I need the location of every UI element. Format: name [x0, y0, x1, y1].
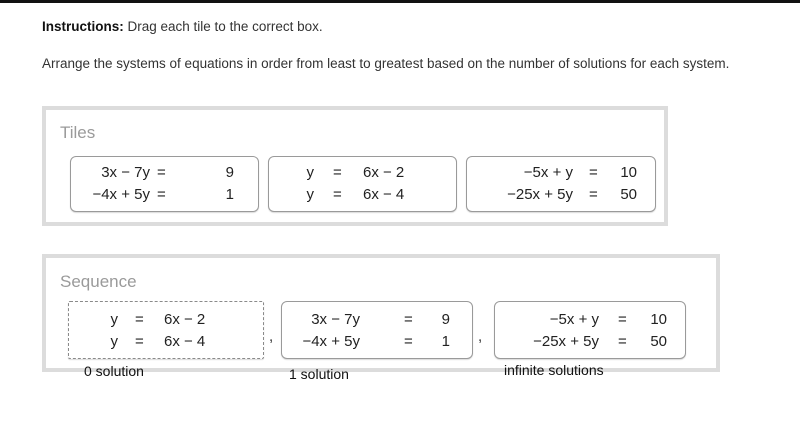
equals-sign: = [333, 164, 342, 181]
equation-lhs: y [110, 333, 118, 350]
equals-sign: = [333, 186, 342, 203]
equation-row [495, 333, 685, 355]
sequence-panel-title: Sequence [60, 272, 137, 291]
sequence-separator: , [269, 328, 274, 345]
equation-rhs: 9 [225, 164, 234, 181]
equation-rhs: 10 [620, 164, 637, 181]
tiles-panel [42, 106, 668, 226]
tile-system-2[interactable] [268, 156, 457, 212]
equals-sign: = [589, 164, 598, 181]
equation-row [282, 333, 472, 355]
tile-system-1[interactable] [70, 156, 259, 212]
equation-rhs: 6x − 4 [363, 186, 405, 203]
instructions-text: Drag each tile to the correct box. [123, 19, 323, 34]
annotation-infinite-solutions: infinite solutions [504, 362, 604, 378]
equation-lhs: −25x + 5y [507, 186, 573, 203]
tiles-panel-title: Tiles [60, 123, 96, 142]
tile-system-3[interactable] [466, 156, 656, 212]
equation-lhs: −5x + y [549, 311, 599, 328]
sequence-slot-1[interactable] [68, 301, 264, 359]
equation-lhs: −25x + 5y [533, 333, 599, 350]
annotation-0-solution: 0 solution [84, 363, 144, 379]
task-text: Arrange the systems of equations in order from least to greatest based on the number of solutions for each system. [42, 56, 730, 71]
equals-sign: = [135, 311, 144, 328]
equals-sign: = [618, 333, 627, 350]
top-border [0, 0, 800, 3]
equation-lhs: y [306, 164, 314, 181]
sequence-slot-2[interactable] [281, 301, 473, 359]
equation-rhs: 50 [650, 333, 667, 350]
equation-rhs: 10 [650, 311, 667, 328]
equation-row [269, 164, 456, 186]
equals-sign: = [589, 186, 598, 203]
equation-lhs: y [110, 311, 118, 328]
equation-row [71, 186, 258, 208]
equation-rhs: 6x − 4 [164, 333, 206, 350]
equals-sign: = [404, 333, 413, 350]
equals-sign: = [157, 164, 166, 181]
equation-row [495, 311, 685, 333]
equation-rhs: 1 [225, 186, 234, 203]
equation-rhs: 6x − 2 [363, 164, 405, 181]
equals-sign: = [157, 186, 166, 203]
sequence-panel [42, 254, 720, 372]
equation-row [69, 333, 263, 355]
sequence-slot-3[interactable] [494, 301, 686, 359]
equation-lhs: y [306, 186, 314, 203]
equals-sign: = [404, 311, 413, 328]
annotation-1-solution: 1 solution [289, 366, 349, 382]
equation-lhs: −5x + y [523, 164, 573, 181]
instructions-line [42, 19, 323, 34]
equation-row [69, 311, 263, 333]
equation-row [282, 311, 472, 333]
equation-rhs: 1 [441, 333, 450, 350]
instructions-prefix: Instructions: [42, 19, 124, 34]
equation-lhs: 3x − 7y [311, 311, 360, 328]
equation-row [71, 164, 258, 186]
equation-rhs: 6x − 2 [164, 311, 206, 328]
equation-lhs: −4x + 5y [92, 186, 150, 203]
sequence-separator: , [478, 328, 483, 345]
equation-row [269, 186, 456, 208]
equation-rhs: 50 [620, 186, 637, 203]
equation-row [467, 164, 655, 186]
equals-sign: = [135, 333, 144, 350]
equation-lhs: 3x − 7y [101, 164, 150, 181]
equals-sign: = [618, 311, 627, 328]
equation-lhs: −4x + 5y [302, 333, 360, 350]
equation-row [467, 186, 655, 208]
equation-rhs: 9 [441, 311, 450, 328]
